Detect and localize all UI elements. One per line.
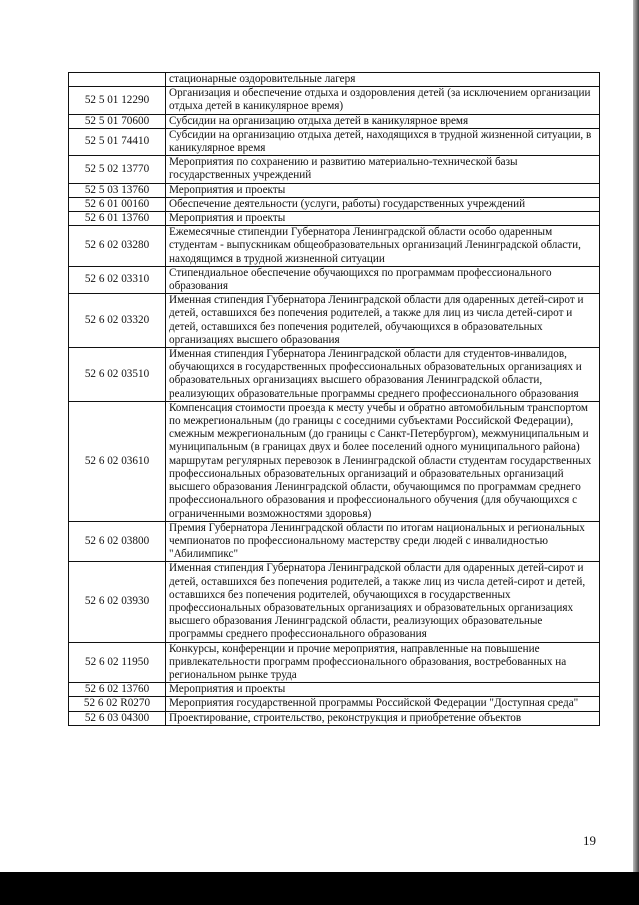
scan-bottom-bar: [0, 872, 639, 905]
table-row: [69, 183, 600, 197]
table-row: [69, 212, 600, 226]
table-row: [69, 683, 600, 697]
code-cell: 52 5 03 13760: [69, 183, 166, 197]
table-row: [69, 197, 600, 211]
description-cell: Мероприятия и проекты: [166, 183, 600, 197]
code-cell: 52 6 02 03610: [69, 401, 166, 521]
table-row: [69, 294, 600, 348]
code-cell: 52 6 02 03930: [69, 562, 166, 642]
table-row: [69, 114, 600, 128]
code-cell: 52 6 01 00160: [69, 197, 166, 211]
description-cell: Стипендиальное обеспечение обучающихся по программам профессионального образования: [166, 266, 600, 293]
code-cell: 52 5 01 12290: [69, 87, 166, 114]
code-cell: 52 6 02 03320: [69, 294, 166, 348]
description-cell: Мероприятия по сохранению и развитию материально-технической базы государственных учреждений: [166, 156, 600, 183]
description-cell: Именная стипендия Губернатора Ленинградской области для студентов-инвалидов, обучающихся в государственных профессиональных образовательных организациях и образовательных организациях высшего образования Ленинградской области, реализующих образовательные программы среднего профессионального образования: [166, 348, 600, 402]
description-cell: Субсидии на организацию отдыха детей в каникулярное время: [166, 114, 600, 128]
description-cell: Ежемесячные стипендии Губернатора Ленинградской области особо одаренным студентам - выпускникам общеобразовательных организаций Ленинградской области, находящимся в трудной жизненной ситуации: [166, 226, 600, 267]
code-cell: 52 6 01 13760: [69, 212, 166, 226]
code-cell: 52 5 02 13770: [69, 156, 166, 183]
description-cell: Именная стипендия Губернатора Ленинградской области для одаренных детей-сирот и детей, оставшихся без попечения родителей, а также лиц из числа детей-сирот и детей, оставшихся без попечения родителей, обучающихся в государственных профессиональных образовательных организациях и образовательных организациях высшего образования Ленинградской области, реализующих образовательные программы среднего профессионального образования: [166, 562, 600, 642]
budget-classification-table: [68, 72, 600, 726]
description-cell: Компенсация стоимости проезда к месту учебы и обратно автомобильным транспортом по межрегиональным (до границы с соседними субъектами Российской Федерации), смежным межрегиональным (до границы с Санкт-Петербургом), межмуниципальным и муниципальным (в границах двух и более поселений одного муниципального района) маршрутам регулярных перевозок в Ленинградской области студентам государственных профессиональных образовательных организаций и образовательных организаций высшего образования Ленинградской области, обучающимся по программам среднего профессионального образования и профессионального обучения (для обучающихся с ограниченными возможностями здоровья): [166, 401, 600, 521]
description-cell: Субсидии на организацию отдыха детей, находящихся в трудной жизненной ситуации, в каникулярное время: [166, 128, 600, 155]
code-cell: [69, 73, 166, 87]
budget-classification-table-container: [68, 72, 600, 726]
scan-edge-shadow: [633, 0, 639, 905]
table-row: [69, 156, 600, 183]
code-cell: 52 6 02 03510: [69, 348, 166, 402]
table-row: [69, 711, 600, 725]
table-row: [69, 266, 600, 293]
code-cell: 52 6 02 R0270: [69, 697, 166, 711]
code-cell: 52 6 02 03310: [69, 266, 166, 293]
table-row: [69, 401, 600, 521]
code-cell: 52 6 03 04300: [69, 711, 166, 725]
table-row: [69, 348, 600, 402]
description-cell: Проектирование, строительство, реконструкция и приобретение объектов: [166, 711, 600, 725]
description-cell: Мероприятия и проекты: [166, 212, 600, 226]
table-row: [69, 697, 600, 711]
description-cell: Именная стипендия Губернатора Ленинградской области для одаренных детей-сирот и детей, оставшихся без попечения родителей, а также для лиц из числа детей-сирот и детей, оставшихся без попечения родителей, обучающихся в образовательных организациях высшего образования: [166, 294, 600, 348]
description-cell: Организация и обеспечение отдыха и оздоровления детей (за исключением организации отдыха детей в каникулярное время): [166, 87, 600, 114]
description-cell: стационарные оздоровительные лагеря: [166, 73, 600, 87]
page-number: 19: [583, 833, 596, 848]
code-cell: 52 5 01 74410: [69, 128, 166, 155]
code-cell: 52 6 02 11950: [69, 642, 166, 683]
table-row: [69, 226, 600, 267]
description-cell: Обеспечение деятельности (услуги, работы) государственных учреждений: [166, 197, 600, 211]
code-cell: 52 5 01 70600: [69, 114, 166, 128]
table-row: [69, 128, 600, 155]
code-cell: 52 6 02 13760: [69, 683, 166, 697]
description-cell: Премия Губернатора Ленинградской области по итогам национальных и региональных чемпионатов по профессиональному мастерству среди людей с инвалидностью "Абилимпикс": [166, 521, 600, 562]
code-cell: 52 6 02 03280: [69, 226, 166, 267]
description-cell: Мероприятия и проекты: [166, 683, 600, 697]
code-cell: 52 6 02 03800: [69, 521, 166, 562]
description-cell: Мероприятия государственной программы Российской Федерации "Доступная среда": [166, 697, 600, 711]
table-row: [69, 642, 600, 683]
table-body: [69, 73, 600, 726]
description-cell: Конкурсы, конференции и прочие мероприятия, направленные на повышение привлекательности программ профессионального образования, востребованных на региональном рынке труда: [166, 642, 600, 683]
table-row: [69, 87, 600, 114]
table-row: [69, 562, 600, 642]
table-row: [69, 521, 600, 562]
table-row: [69, 73, 600, 87]
